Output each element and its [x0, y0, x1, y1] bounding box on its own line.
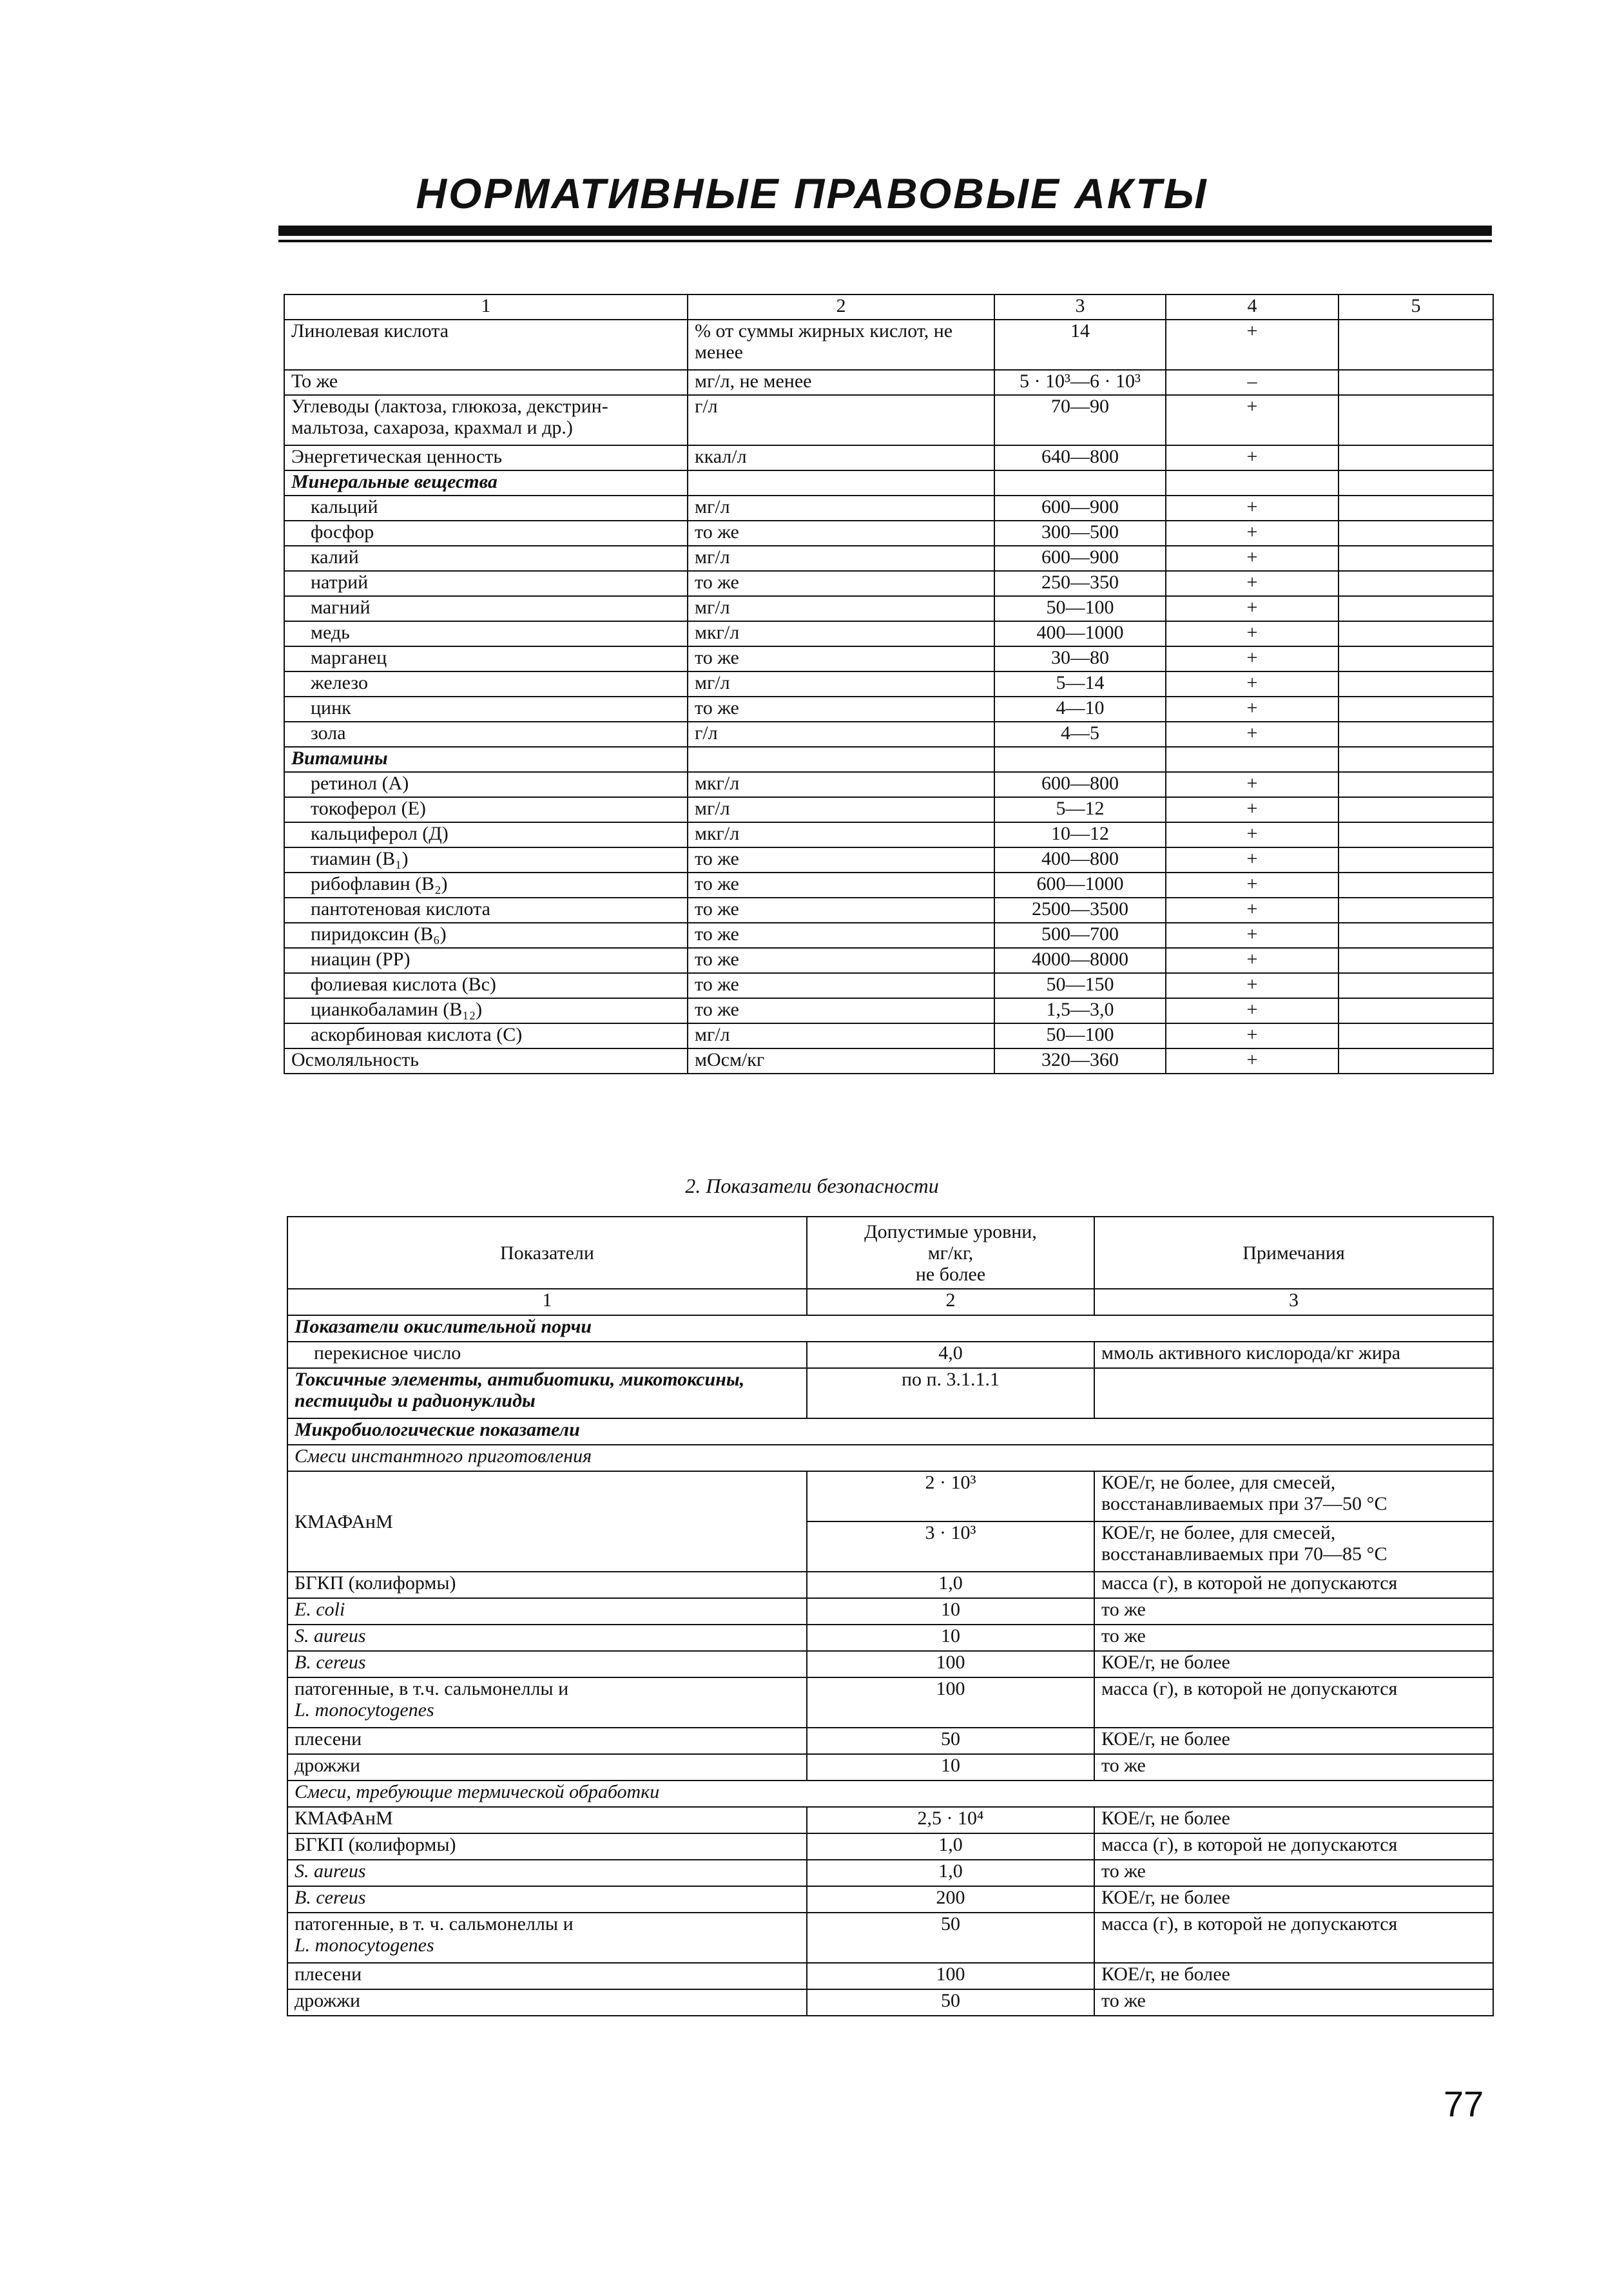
note-cell [1339, 973, 1493, 998]
header-permissible-levels [807, 1217, 1094, 1289]
nutrient-name: Осмоляльность [284, 1048, 688, 1074]
unit-cell: то же [688, 646, 994, 671]
table-row [287, 1342, 1493, 1368]
value-cell: 70—90 [994, 395, 1166, 445]
table-row [287, 1963, 1493, 1989]
level-cell: 100 [807, 1677, 1094, 1728]
table-row [284, 671, 1493, 697]
unit-cell: г/л [688, 722, 994, 747]
table-row [287, 1471, 1493, 1521]
table-row [284, 445, 1493, 470]
level-cell: 1,0 [807, 1572, 1094, 1598]
table-row [287, 1807, 1493, 1833]
note-cell: то же [1094, 1989, 1493, 2016]
nutrient-name: Витамины [284, 747, 688, 772]
nutrient-name: магний [284, 596, 688, 621]
note-cell [1339, 948, 1493, 973]
mark-cell: + [1166, 998, 1339, 1023]
level-cell: по п. 3.1.1.1 [807, 1368, 1094, 1418]
mark-cell: + [1166, 671, 1339, 697]
header-permissible-levels-line-2: мг/кг, [927, 1242, 974, 1264]
unit-cell: мг/л [688, 1023, 994, 1048]
note-cell: масса (г), в которой не допускаются [1094, 1833, 1493, 1860]
mark-cell: + [1166, 621, 1339, 646]
unit-cell: мг/л, не менее [688, 370, 994, 395]
table-row [287, 1572, 1493, 1598]
mark-cell: + [1166, 797, 1339, 822]
note-cell [1339, 395, 1493, 445]
value-cell: 50—100 [994, 1023, 1166, 1048]
header-rule-thick [278, 226, 1492, 236]
unit-cell: г/л [688, 395, 994, 445]
indicator-name-line-2: L. monocytogenes [295, 1699, 434, 1721]
table-row [287, 1651, 1493, 1677]
indicator-name: перекисное число [287, 1342, 807, 1368]
nutrient-name: аскорбиновая кислота (С) [284, 1023, 688, 1048]
mark-cell: + [1166, 1048, 1339, 1074]
mark-cell: + [1166, 898, 1339, 923]
table-row [284, 571, 1493, 596]
unit-cell: то же [688, 998, 994, 1023]
mark-cell: + [1166, 521, 1339, 546]
indicator-name [287, 1913, 807, 1963]
section-row [287, 1315, 1493, 1342]
nutrient-name: фосфор [284, 521, 688, 546]
column-number-3: 3 [994, 294, 1166, 320]
note-cell: КОЕ/г, не более, для смесей, восстанавливаемых при 37—50 °С [1094, 1471, 1493, 1521]
nutrient-name: цинк [284, 697, 688, 722]
note-cell: то же [1094, 1598, 1493, 1625]
indicator-name: Токсичные элементы, антибиотики, микотоксины, пестициды и радионуклиды [287, 1368, 807, 1418]
value-cell: 50—150 [994, 973, 1166, 998]
header-permissible-levels-line-1: Допустимые уровни, [864, 1221, 1037, 1242]
unit-cell: мг/л [688, 546, 994, 571]
unit-cell: то же [688, 697, 994, 722]
note-cell [1339, 873, 1493, 898]
mark-cell: + [1166, 546, 1339, 571]
nutrient-name: кальциферол (Д) [284, 822, 688, 847]
value-cell: 50—100 [994, 596, 1166, 621]
table-row [287, 1833, 1493, 1860]
nutrient-name: кальций [284, 496, 688, 521]
note-cell [1339, 496, 1493, 521]
table-row [284, 1048, 1493, 1074]
nutrient-name: ретинол (А) [284, 772, 688, 797]
level-cell: 1,0 [807, 1833, 1094, 1860]
table-row [284, 697, 1493, 722]
value-cell: 2500—3500 [994, 898, 1166, 923]
indicator-name: КМАФАнМ [287, 1807, 807, 1833]
unit-cell: мОсм/кг [688, 1048, 994, 1074]
table-row [287, 1754, 1493, 1781]
unit-cell: то же [688, 923, 994, 948]
nutrient-name: марганец [284, 646, 688, 671]
mark-cell: + [1166, 722, 1339, 747]
indicator-name [287, 1677, 807, 1728]
indicator-name: дрожжи [287, 1989, 807, 2016]
level-cell: 10 [807, 1754, 1094, 1781]
mark-cell: + [1166, 847, 1339, 873]
unit-cell: % от суммы жирных кислот, не менее [688, 320, 994, 370]
value-cell [994, 470, 1166, 496]
level-cell: 1,0 [807, 1860, 1094, 1886]
table-row [287, 1860, 1493, 1886]
unit-cell: ккал/л [688, 445, 994, 470]
section-row [287, 1418, 1493, 1445]
note-cell [1339, 671, 1493, 697]
column-number-row [287, 1289, 1493, 1315]
note-cell [1339, 646, 1493, 671]
page-header-title: НОРМАТИВНЫЕ ПРАВОВЫЕ АКТЫ [416, 169, 1208, 217]
mark-cell: + [1166, 496, 1339, 521]
table-row [284, 646, 1493, 671]
column-number-1: 1 [284, 294, 688, 320]
table-row [284, 320, 1493, 370]
note-cell: масса (г), в которой не допускаются [1094, 1677, 1493, 1728]
subsection-row [287, 1781, 1493, 1807]
mark-cell: + [1166, 445, 1339, 470]
indicator-name: БГКП (колиформы) [287, 1572, 807, 1598]
indicator-name: S. aureus [287, 1625, 807, 1651]
value-cell: 5—12 [994, 797, 1166, 822]
mark-cell: – [1166, 370, 1339, 395]
indicator-name: плесени [287, 1728, 807, 1754]
note-cell [1339, 546, 1493, 571]
note-cell [1339, 1048, 1493, 1074]
note-cell [1339, 923, 1493, 948]
unit-cell: мг/л [688, 596, 994, 621]
table-row [287, 1886, 1493, 1913]
note-cell: КОЕ/г, не более, для смесей, восстанавливаемых при 70—85 °С [1094, 1521, 1493, 1572]
value-cell: 30—80 [994, 646, 1166, 671]
level-cell: 10 [807, 1598, 1094, 1625]
mark-cell: + [1166, 646, 1339, 671]
note-cell [1339, 521, 1493, 546]
header-rule-thin [278, 240, 1492, 242]
mark-cell: + [1166, 596, 1339, 621]
table-row [284, 923, 1493, 948]
header-permissible-levels-line-3: не более [915, 1263, 986, 1285]
note-cell [1339, 998, 1493, 1023]
table-row [284, 370, 1493, 395]
table-row [284, 546, 1493, 571]
section-title: Смеси, требующие термической обработки [287, 1781, 1493, 1807]
column-number-2: 2 [807, 1289, 1094, 1315]
unit-cell: то же [688, 847, 994, 873]
note-cell [1339, 1023, 1493, 1048]
nutrient-name: калий [284, 546, 688, 571]
column-number-5: 5 [1339, 294, 1493, 320]
value-cell: 400—800 [994, 847, 1166, 873]
mark-cell: + [1166, 873, 1339, 898]
indicator-name-line-2: L. monocytogenes [295, 1935, 434, 1956]
table-row [284, 873, 1493, 898]
level-cell: 50 [807, 1989, 1094, 2016]
value-cell: 1,5—3,0 [994, 998, 1166, 1023]
mark-cell: + [1166, 772, 1339, 797]
section-row [284, 470, 1493, 496]
nutrient-name: пиридоксин (B₆) [284, 923, 688, 948]
nutrient-name: ниацин (PP) [284, 948, 688, 973]
level-cell: 3 · 10³ [807, 1521, 1094, 1572]
note-cell: КОЕ/г, не более [1094, 1886, 1493, 1913]
table-row [284, 998, 1493, 1023]
level-cell: 4,0 [807, 1342, 1094, 1368]
value-cell: 400—1000 [994, 621, 1166, 646]
level-cell: 100 [807, 1963, 1094, 1989]
section-title: Микробиологические показатели [287, 1418, 1493, 1445]
table-row [287, 1677, 1493, 1728]
note-cell: то же [1094, 1754, 1493, 1781]
table-header-row [287, 1217, 1493, 1289]
note-cell: ммоль активного кислорода/кг жира [1094, 1342, 1493, 1368]
column-number-4: 4 [1166, 294, 1339, 320]
level-cell: 2,5 · 10⁴ [807, 1807, 1094, 1833]
table-row [287, 1625, 1493, 1651]
mark-cell: + [1166, 822, 1339, 847]
note-cell [1339, 797, 1493, 822]
value-cell: 4000—8000 [994, 948, 1166, 973]
table-row [284, 822, 1493, 847]
mark-cell: + [1166, 395, 1339, 445]
note-cell: то же [1094, 1860, 1493, 1886]
mark-cell: + [1166, 571, 1339, 596]
note-cell [1094, 1368, 1493, 1418]
nutrient-name: цианкобаламин (B₁₂) [284, 998, 688, 1023]
nutrient-name: Минеральные вещества [284, 470, 688, 496]
unit-cell: то же [688, 948, 994, 973]
level-cell: 10 [807, 1625, 1094, 1651]
level-cell: 100 [807, 1651, 1094, 1677]
table-row [287, 1598, 1493, 1625]
value-cell: 600—1000 [994, 873, 1166, 898]
section-title: Показатели окислительной порчи [287, 1315, 1493, 1342]
mark-cell: + [1166, 1023, 1339, 1048]
table-row [284, 521, 1493, 546]
column-number-1: 1 [287, 1289, 807, 1315]
value-cell: 4—10 [994, 697, 1166, 722]
table-row [284, 496, 1493, 521]
indicator-name: S. aureus [287, 1860, 807, 1886]
table-row [284, 596, 1493, 621]
nutrient-name: Линолевая кислота [284, 320, 688, 370]
value-cell: 5 · 10³—6 · 10³ [994, 370, 1166, 395]
table-row [284, 948, 1493, 973]
unit-cell: то же [688, 898, 994, 923]
table-row [284, 898, 1493, 923]
note-cell: масса (г), в которой не допускаются [1094, 1572, 1493, 1598]
value-cell: 5—14 [994, 671, 1166, 697]
table-row [284, 621, 1493, 646]
nutrient-name: Углеводы (лактоза, глюкоза, декстрин-мальтоза, сахароза, крахмал и др.) [284, 395, 688, 445]
unit-cell: мкг/л [688, 822, 994, 847]
section-row [284, 747, 1493, 772]
nutrient-name: зола [284, 722, 688, 747]
note-cell [1339, 571, 1493, 596]
note-cell [1339, 847, 1493, 873]
nutrient-name: рибофлавин (B₂) [284, 873, 688, 898]
table-row [284, 973, 1493, 998]
value-cell: 4—5 [994, 722, 1166, 747]
header-notes: Примечания [1094, 1217, 1493, 1289]
value-cell: 320—360 [994, 1048, 1166, 1074]
safety-table [287, 1216, 1494, 2016]
level-cell: 50 [807, 1913, 1094, 1963]
unit-cell: то же [688, 571, 994, 596]
mark-cell [1166, 470, 1339, 496]
table-row [284, 847, 1493, 873]
indicator-name: дрожжи [287, 1754, 807, 1781]
indicator-name: B. cereus [287, 1651, 807, 1677]
table-row [287, 1913, 1493, 1963]
nutrient-name: пантотеновая кислота [284, 898, 688, 923]
table-row [284, 722, 1493, 747]
unit-cell: мг/л [688, 797, 994, 822]
value-cell: 600—800 [994, 772, 1166, 797]
nutrient-name: натрий [284, 571, 688, 596]
indicator-name: E. coli [287, 1598, 807, 1625]
nutrient-name: То же [284, 370, 688, 395]
subsection-row [287, 1445, 1493, 1471]
note-cell [1339, 621, 1493, 646]
unit-cell: то же [688, 973, 994, 998]
level-cell: 50 [807, 1728, 1094, 1754]
mark-cell: + [1166, 320, 1339, 370]
unit-cell: мкг/л [688, 621, 994, 646]
table-row [284, 1023, 1493, 1048]
note-cell [1339, 320, 1493, 370]
unit-cell: мг/л [688, 496, 994, 521]
table-row [284, 772, 1493, 797]
mark-cell: + [1166, 697, 1339, 722]
indicator-name: КМАФАнМ [287, 1471, 807, 1572]
note-cell [1339, 697, 1493, 722]
column-number-2: 2 [688, 294, 994, 320]
header-indicators: Показатели [287, 1217, 807, 1289]
nutrient-name: железо [284, 671, 688, 697]
note-cell [1339, 596, 1493, 621]
nutrition-table-body [284, 294, 1493, 1074]
safety-table-caption: 2. Показатели безопасности [685, 1174, 939, 1197]
page-number: 77 [1444, 2083, 1484, 2124]
unit-cell: то же [688, 521, 994, 546]
value-cell: 10—12 [994, 822, 1166, 847]
table-row [287, 1728, 1493, 1754]
level-cell: 200 [807, 1886, 1094, 1913]
note-cell [1339, 445, 1493, 470]
value-cell: 500—700 [994, 923, 1166, 948]
nutrient-name: токоферол (Е) [284, 797, 688, 822]
value-cell: 250—350 [994, 571, 1166, 596]
nutrient-name: фолиевая кислота (Bc) [284, 973, 688, 998]
value-cell: 640—800 [994, 445, 1166, 470]
indicator-name: B. cereus [287, 1886, 807, 1913]
note-cell: КОЕ/г, не более [1094, 1963, 1493, 1989]
section-title: Смеси инстантного приготовления [287, 1445, 1493, 1471]
unit-cell [688, 470, 994, 496]
nutrient-name: медь [284, 621, 688, 646]
value-cell [994, 747, 1166, 772]
mark-cell: + [1166, 923, 1339, 948]
note-cell [1339, 722, 1493, 747]
note-cell: КОЕ/г, не более [1094, 1807, 1493, 1833]
note-cell [1339, 370, 1493, 395]
safety-table-body [287, 1217, 1493, 2016]
nutrient-name: тиамин (B₁) [284, 847, 688, 873]
table-row [284, 797, 1493, 822]
indicator-name: плесени [287, 1963, 807, 1989]
note-cell: масса (г), в которой не допускаются [1094, 1913, 1493, 1963]
indicator-name-line-1: патогенные, в т.ч. сальмонеллы и [295, 1678, 569, 1699]
note-cell: КОЕ/г, не более [1094, 1728, 1493, 1754]
nutrient-name: Энергетическая ценность [284, 445, 688, 470]
note-cell [1339, 822, 1493, 847]
nutrition-table [284, 294, 1494, 1074]
unit-cell [688, 747, 994, 772]
table-row [287, 1989, 1493, 2016]
table-row [284, 395, 1493, 445]
mark-cell: + [1166, 948, 1339, 973]
value-cell: 300—500 [994, 521, 1166, 546]
value-cell: 600—900 [994, 546, 1166, 571]
column-number-3: 3 [1094, 1289, 1493, 1315]
note-cell [1339, 898, 1493, 923]
table-row [287, 1368, 1493, 1418]
value-cell: 600—900 [994, 496, 1166, 521]
unit-cell: то же [688, 873, 994, 898]
note-cell: то же [1094, 1625, 1493, 1651]
note-cell: КОЕ/г, не более [1094, 1651, 1493, 1677]
note-cell [1339, 747, 1493, 772]
note-cell [1339, 470, 1493, 496]
mark-cell [1166, 747, 1339, 772]
unit-cell: мкг/л [688, 772, 994, 797]
indicator-name: БГКП (колиформы) [287, 1833, 807, 1860]
indicator-name-line-1: патогенные, в т. ч. сальмонеллы и [295, 1913, 574, 1935]
unit-cell: мг/л [688, 671, 994, 697]
level-cell: 2 · 10³ [807, 1471, 1094, 1521]
note-cell [1339, 772, 1493, 797]
mark-cell: + [1166, 973, 1339, 998]
value-cell: 14 [994, 320, 1166, 370]
table-header-row [284, 294, 1493, 320]
